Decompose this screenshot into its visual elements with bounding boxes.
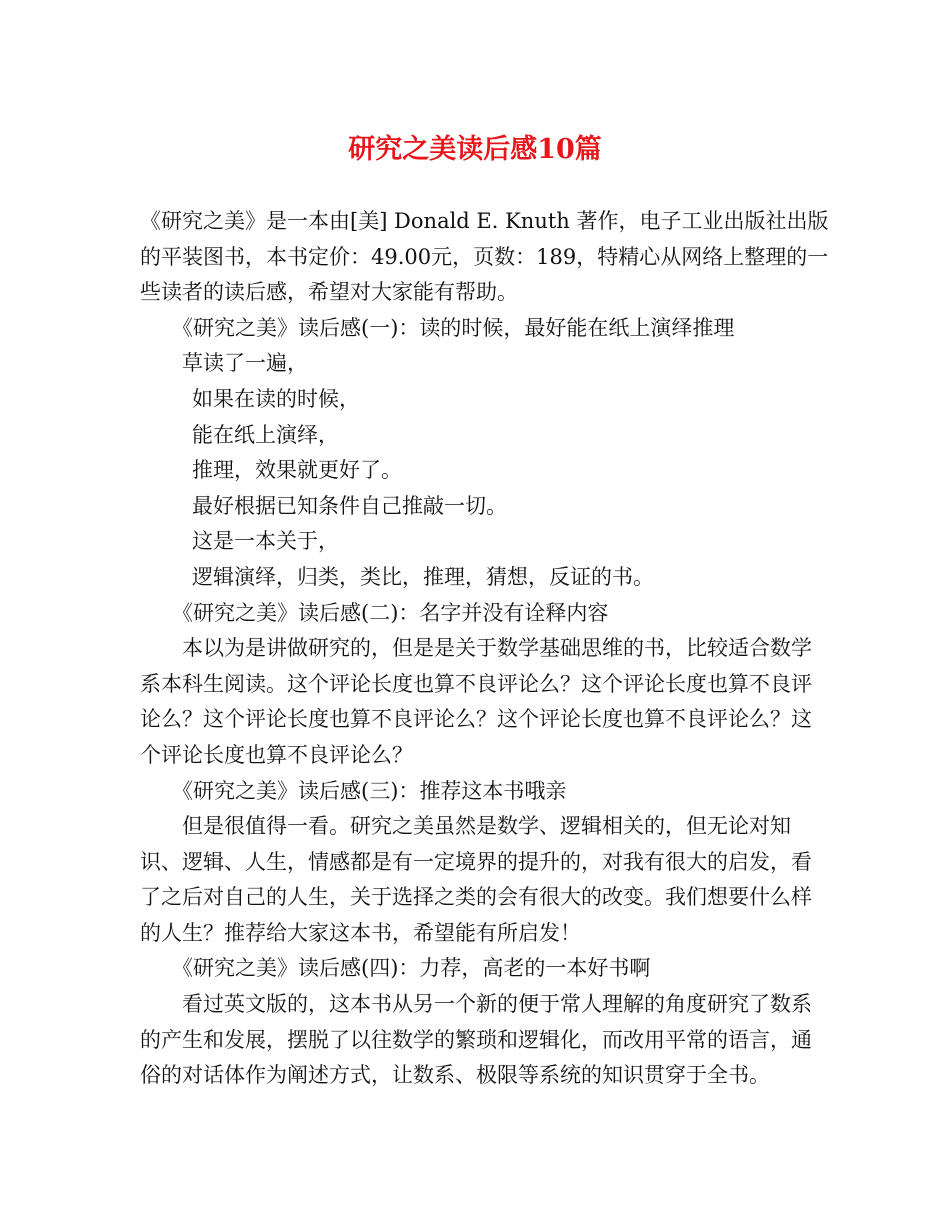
review-line: 如果在读的时候， [192,386,360,411]
review-line: 这是一本关于， [192,529,339,554]
review-heading-4: 《研究之美》读后感(四)：力荐，高老的一本好书啊 [172,956,651,981]
document-body [140,204,830,1094]
review-heading-1: 《研究之美》读后感(一)：读的时候，最好能在纸上演绎推理 [172,315,735,340]
review-heading-3: 《研究之美》读后感(三)：推荐这本书哦亲 [172,778,567,803]
review-line: 能在纸上演绎， [192,422,339,447]
review-line: 草读了一遍， [182,351,308,376]
review-paragraph-3: 但是很值得一看。研究之美虽然是数学、逻辑相关的，但无论对知识、逻辑、人生，情感都是有一定境界的提升的，对我有很大的启发，看了之后对自己的人生，关于选择之类的会有很大的改变。我们想要什么样的人生？推荐给大家这本书，希望能有所启发！ [140,814,812,945]
review-heading-2: 《研究之美》读后感(二)：名字并没有诠释内容 [172,600,609,625]
review-line: 逻辑演绎，归类，类比，推理，猜想，反证的书。 [192,564,654,589]
review-paragraph-2: 本以为是讲做研究的，但是是关于数学基础思维的书，比较适合数学系本科生阅读。这个评论长度也算不良评论么？这个评论长度也算不良评论么？这个评论长度也算不良评论么？这个评论长度也算不良评论么？这个评论长度也算不良评论么？ [140,636,812,767]
review-paragraph-4: 看过英文版的，这本书从另一个新的便于常人理解的角度研究了数系的产生和发展，摆脱了以往数学的繁琐和逻辑化，而改用平常的语言，通俗的对话体作为阐述方式，让数系、极限等系统的知识贯穿于全书。 [140,992,812,1088]
document-title: 研究之美读后感10篇 [348,134,602,165]
intro-paragraph: 《研究之美》是一本由[美] Donald E. Knuth 著作，电子工业出版社出版的平装图书，本书定价：49.00元，页数：189，特精心从网络上整理的一些读者的读后感，希望对大家能有帮助。 [140,209,829,305]
review-line: 推理，效果就更好了。 [192,458,402,483]
review-line: 最好根据已知条件自己推敲一切。 [192,493,507,518]
